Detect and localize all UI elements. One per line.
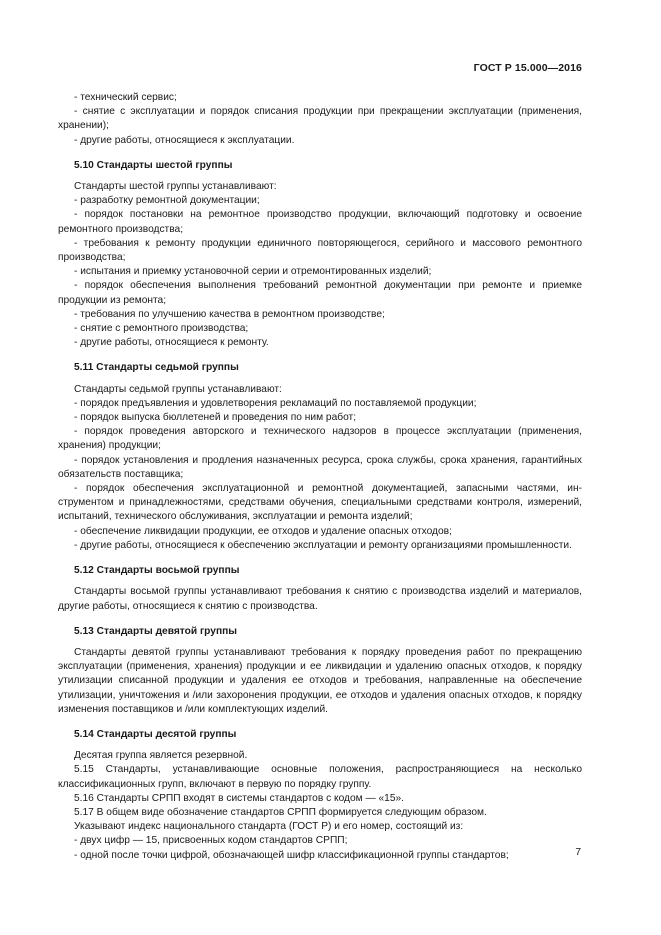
- paragraph: - порядок обеспечения эксплуатационной и ремонтной документацией, запасными частями, инструментом и принадлежностями, средствами обучения, специальными средствами контроля, измерений, испытаний, технического обслуживания, эксплуатации и ремонта изделий;: [58, 483, 582, 523]
- paragraph: - порядок обеспечения выполнения требований ремонтной документации при ремонте и приемке продукции из ремонта;: [58, 280, 582, 306]
- paragraph: 5.15 Стандарты, устанавливающие основные положения, распространяющиеся на несколько классификационных групп, включают в первую по порядку группу.: [58, 764, 582, 790]
- paragraph: Десятая группа является резервной.: [74, 750, 248, 762]
- paragraph: - порядок выпуска бюллетеней и проведения по ним работ;: [74, 412, 357, 424]
- document-body: [58, 91, 582, 863]
- paragraph: - порядок проведения авторского и технического надзоров в процессе эксплуатации (применения, хранения) продукции;: [58, 426, 582, 452]
- paragraph: - снятие с ремонтного производства;: [74, 323, 249, 335]
- paragraph: - обеспечение ликвидации продукции, ее отходов и удаление опасных отходов;: [74, 525, 452, 537]
- section-heading-5-13: 5.13 Стандарты девятой группы: [74, 625, 237, 637]
- section-heading-5-14: 5.14 Стандарты десятой группы: [74, 728, 237, 740]
- paragraph: Указывают индекс национального стандарта (ГОСТ Р) и его номер, состоящий из:: [74, 821, 464, 833]
- page-number: 7: [575, 847, 581, 858]
- paragraph: 5.17 В общем виде обозначение стандартов СРПП формируется следующим образом.: [74, 806, 487, 818]
- section-heading-5-10: 5.10 Стандарты шестой группы: [74, 159, 233, 171]
- document-code-header: ГОСТ Р 15.000—2016: [473, 62, 582, 74]
- paragraph: - требования к ремонту продукции единичного повторяющегося, серийного и массового ремонтного производства;: [58, 237, 582, 264]
- paragraph: - другие работы, относящиеся к обеспечению эксплуатации и ремонту организациями промышленности.: [74, 539, 572, 551]
- paragraph: - другие работы, относящиеся к ремонту.: [74, 337, 269, 349]
- paragraph: - порядок предъявления и удовлетворения рекламаций по поставляемой продукции;: [74, 397, 477, 409]
- section-heading-5-11: 5.11 Стандарты седьмой группы: [74, 362, 239, 374]
- paragraph: - другие работы, относящиеся к эксплуатации.: [74, 134, 295, 146]
- paragraph: - двух цифр — 15, присвоенных кодом стандартов СРПП;: [74, 835, 348, 847]
- paragraph: Стандарты девятой группы устанавливают требования к порядку проведения работ по прекращению эксплуатации (применения, хранения) продукции и ее ликвидации и удалению опасных отходов, к порядку утилизации списанной продукции и удаления ее отходов и требования, направленные на обеспечение утилизации, уничтожения и /или захоронения продукции, ее отходов и удаления опасных отходов, к порядку изменения поставщиков и /или комплектующих изделий.: [58, 646, 582, 715]
- paragraph: - требования по улучшению качества в ремонтном производстве;: [74, 308, 385, 320]
- paragraph: - разработку ремонтной документации;: [74, 195, 260, 207]
- paragraph: - испытания и приемку установочной серии и отремонтированных изделий;: [74, 266, 432, 278]
- paragraph: - порядок установления и продления назначенных ресурса, срока службы, срока хранения, гарантийных обязательств поставщика;: [58, 454, 582, 480]
- paragraph: Стандарты шестой группы устанавливают:: [74, 181, 277, 193]
- paragraph: - снятие с эксплуатации и порядок списания продукции при прекращении эксплуатации (применения, хранении);: [58, 106, 582, 132]
- paragraph: - порядок постановки на ремонтное производство продукции, включающий подготовку и освоение ремонтного производства;: [58, 209, 582, 235]
- paragraph: 5.16 Стандарты СРПП входят в системы стандартов с кодом — «15».: [74, 792, 404, 804]
- paragraph: - технический сервис;: [74, 92, 177, 103]
- paragraph: Стандарты восьмой группы устанавливают требования к снятию с производства изделий и материалов, другие работы, относящиеся к снятию с производства.: [58, 586, 582, 612]
- paragraph: Стандарты седьмой группы устанавливают:: [74, 383, 282, 395]
- section-heading-5-12: 5.12 Стандарты восьмой группы: [74, 565, 240, 577]
- paragraph: - одной после точки цифрой, обозначающей шифр классификационной группы стандартов;: [74, 849, 509, 861]
